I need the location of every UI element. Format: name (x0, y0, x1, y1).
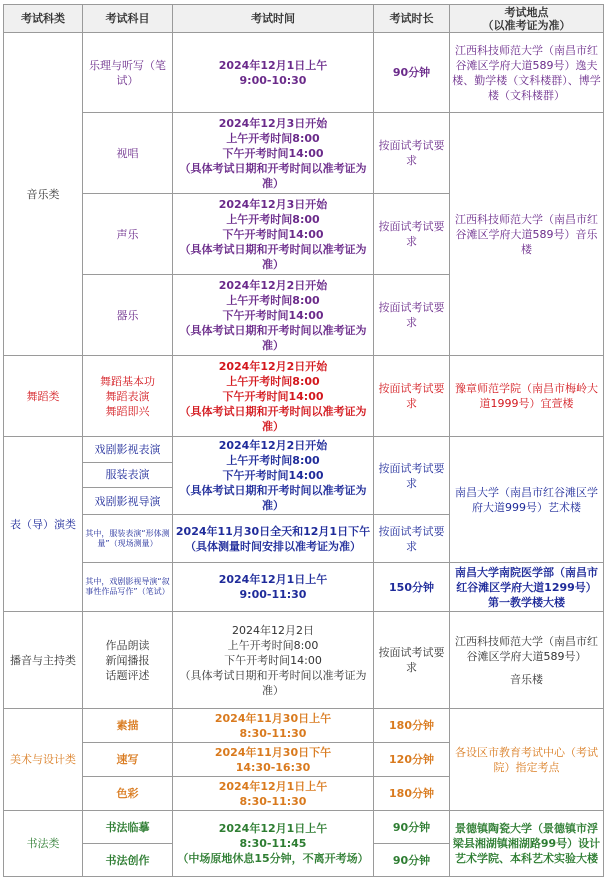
subject-cell: 视唱 (83, 113, 173, 194)
header-duration: 考试时长 (374, 5, 450, 33)
subject-cell: 声乐 (83, 194, 173, 275)
table-row (4, 811, 604, 844)
time-cell: 2024年12月2日 上午开考时间8:00 下午开考时间14:00 （具体考试日期和开考时间以准考证为准） (173, 612, 374, 709)
location-cell: 南昌大学（南昌市红谷滩区学府大道999号）艺术楼 (450, 437, 604, 563)
header-location: 考试地点 （以准考证为准） (450, 5, 604, 33)
subject-cell: 戏剧影视导演 (83, 488, 173, 515)
location-cell: 景德镇陶瓷大学（景德镇市浮梁县湘湖镇湘湖路99号）设计艺术学院、本科艺术实验大楼 (450, 811, 604, 877)
duration-cell: 按面试考试要求 (374, 612, 450, 709)
header-subject: 考试科目 (83, 5, 173, 33)
subject-cell: 作品朗读 新闻播报 话题评述 (83, 612, 173, 709)
duration-cell: 按面试考试要求 (374, 275, 450, 356)
time-cell: 2024年12月2日开始 上午开考时间8:00 下午开考时间14:00 （具体考试日期和开考时间以准考证为准） (173, 275, 374, 356)
duration-cell: 90分钟 (374, 33, 450, 113)
location-cell: 江西科技师范大学（南昌市红谷滩区学府大道589号）逸夫楼、勤学楼（文科楼群）、博学楼（文科楼群） (450, 33, 604, 113)
time-cell: 2024年12月3日开始 上午开考时间8:00 下午开考时间14:00 （具体考试日期和开考时间以准考证为准） (173, 113, 374, 194)
duration-cell: 按面试考试要求 (374, 113, 450, 194)
time-cell: 2024年11月30日上午 8:30-11:30 (173, 709, 374, 743)
subject-cell: 书法创作 (83, 844, 173, 877)
subject-cell: 速写 (83, 743, 173, 777)
time-cell: 2024年12月1日上午 8:30-11:30 (173, 777, 374, 811)
subject-cell: 舞蹈基本功 舞蹈表演 舞蹈即兴 (83, 356, 173, 437)
time-cell: 2024年12月3日开始 上午开考时间8:00 下午开考时间14:00 （具体考试日期和开考时间以准考证为准） (173, 194, 374, 275)
category-drama: 表（导）演类 (4, 437, 83, 612)
header-row (4, 5, 604, 33)
subject-cell: 色彩 (83, 777, 173, 811)
duration-cell: 按面试考试要求 (374, 515, 450, 563)
subject-cell: 其中，戏剧影视导演“叙事性作品写作”（笔试） (83, 563, 173, 612)
subject-cell: 乐理与听写（笔试） (83, 33, 173, 113)
exam-schedule-table (3, 4, 604, 877)
table-row (4, 356, 604, 437)
location-cell: 豫章师范学院（南昌市梅岭大道1999号）宜萱楼 (450, 356, 604, 437)
table-row (4, 709, 604, 743)
category-broadcast: 播音与主持类 (4, 612, 83, 709)
time-cell: 2024年12月1日上午 9:00-11:30 (173, 563, 374, 612)
table-row (4, 33, 604, 113)
header-time: 考试时间 (173, 5, 374, 33)
duration-cell: 90分钟 (374, 811, 450, 844)
time-cell: 2024年12月1日上午 8:30-11:45 （中场原地休息15分钟，不离开考场） (173, 811, 374, 877)
category-dance: 舞蹈类 (4, 356, 83, 437)
subject-cell: 器乐 (83, 275, 173, 356)
subject-cell: 其中，服装表演“形体测量”（现场测量） (83, 515, 173, 563)
time-cell: 2024年12月2日开始 上午开考时间8:00 下午开考时间14:00 （具体考试日期和开考时间以准考证为准） (173, 437, 374, 515)
location-cell: 江西科技师范大学（南昌市红谷滩区学府大道589号） 音乐楼 (450, 612, 604, 709)
duration-cell: 90分钟 (374, 844, 450, 877)
subject-cell: 戏剧影视表演 (83, 437, 173, 463)
subject-cell: 服装表演 (83, 462, 173, 488)
duration-cell: 120分钟 (374, 743, 450, 777)
location-cell: 南昌大学南院医学部（南昌市红谷滩区学府大道1299号）第一教学楼大楼 (450, 563, 604, 612)
table-row (4, 437, 604, 463)
time-cell: 2024年11月30日全天和12月1日下午 （具体测量时间安排以准考证为准） (173, 515, 374, 563)
time-cell: 2024年12月2日开始 上午开考时间8:00 下午开考时间14:00 （具体考试日期和开考时间以准考证为准） (173, 356, 374, 437)
duration-cell: 按面试考试要求 (374, 437, 450, 515)
header-category: 考试科类 (4, 5, 83, 33)
time-cell: 2024年11月30日下午 14:30-16:30 (173, 743, 374, 777)
duration-cell: 按面试考试要求 (374, 356, 450, 437)
table-row (4, 113, 604, 194)
table-row (4, 612, 604, 709)
duration-cell: 按面试考试要求 (374, 194, 450, 275)
subject-cell: 素描 (83, 709, 173, 743)
subject-cell: 书法临摹 (83, 811, 173, 844)
duration-cell: 150分钟 (374, 563, 450, 612)
duration-cell: 180分钟 (374, 777, 450, 811)
category-calligraphy: 书法类 (4, 811, 83, 877)
location-cell: 各设区市教育考试中心（考试院）指定考点 (450, 709, 604, 811)
table-row (4, 563, 604, 612)
location-cell: 江西科技师范大学（南昌市红谷滩区学府大道589号）音乐楼 (450, 113, 604, 356)
time-cell: 2024年12月1日上午 9:00-10:30 (173, 33, 374, 113)
category-art: 美术与设计类 (4, 709, 83, 811)
duration-cell: 180分钟 (374, 709, 450, 743)
category-music: 音乐类 (4, 33, 83, 356)
